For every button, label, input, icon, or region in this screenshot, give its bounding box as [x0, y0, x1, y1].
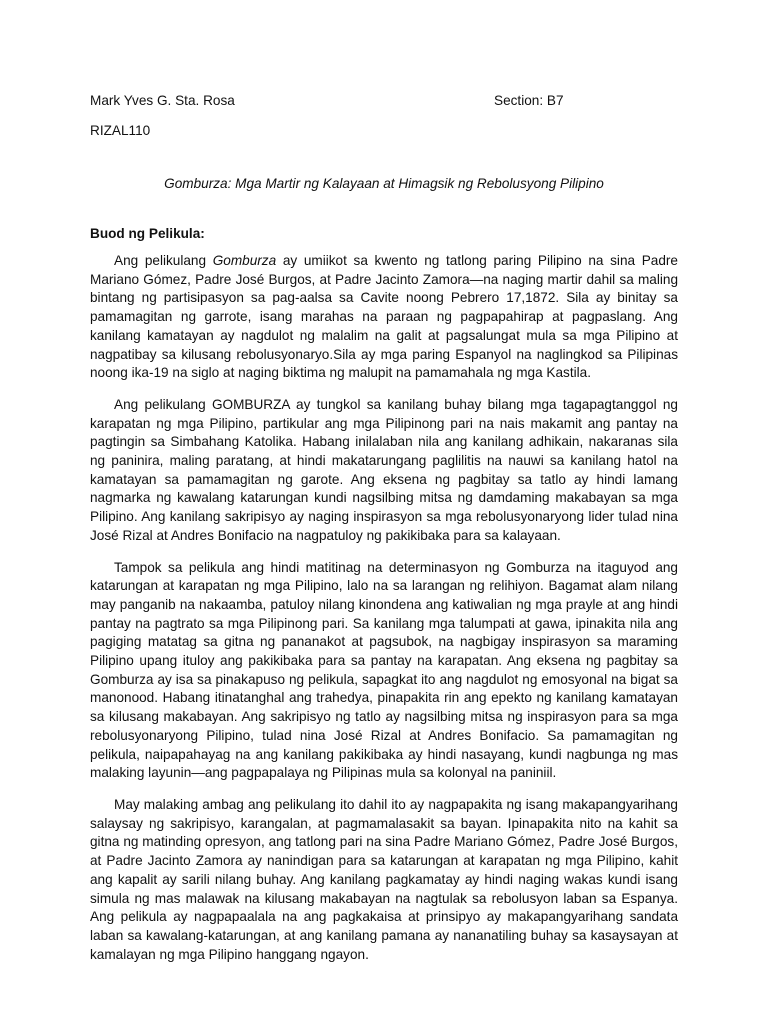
paragraph-1-body: ay umiikot sa kwento ng tatlong paring Pilipino na sina Padre Mariano Gómez, Padre José Burgos, at Padre Jacinto Zamora—na naging martir dahil sa maling bintang ng partisipasyon sa pag-aalsa sa Cavite noong Pebrero 17,1872. Sila ay binitay sa pamamagitan ng garrote, isang marahas na paraan ng pagpapahirap at pagpaslang. Ang kanilang kamatayan ay nagdulot ng malalim na galit at pagsalungat mula sa mga Pilipino at nagpatibay sa kilusang rebolusyonaryo.Sila ay mga paring Espanyol na naglingkod sa Pilipinas noong ika-19 na siglo at naging biktima ng malupit na pamamahala ng mga Kastila. — [90, 253, 678, 381]
paragraph-1-lead: Ang pelikulang — [114, 253, 213, 268]
author-name: Mark Yves G. Sta. Rosa — [90, 93, 235, 108]
header-row — [90, 90, 678, 112]
paragraph-4: May malaking ambag ang pelikulang ito dahil ito ay nagpapakita ng isang makapangyarihang salaysay ng sakripisyo, karangalan, at pagmamalasakit sa bayan. Ipinapakita nito na kahit sa gitna ng matinding opresyon, ang tatlong pari na sina Padre Mariano Gómez, Padre José Burgos, at Padre Jacinto Zamora ay nanindigan para sa katarungan at karapatan ng mga Pilipino, kahit ang kapalit ay sarili nilang buhay. Ang kanilang pagkamatay ay hindi naging wakas kundi isang simula ng mas malawak na kilusang makabayan na nagtulak sa rebolusyon laban sa Espanya. Ang pelikula ay nagpapaalala na ang pagkakaisa at prinsipyo ay makapangyarihang sandata laban sa kawalang-katarungan, at ang kanilang pamana ay nananatiling buhay sa kasaysayan at kamalayan ng mga Pilipino hanggang ngayon. — [90, 796, 678, 962]
film-title-italic: Gomburza — [212, 253, 277, 268]
document-title: Gomburza: Mga Martir ng Kalayaan at Himagsik ng Rebolusyong Pilipino — [164, 176, 604, 191]
paragraph-2: Ang pelikulang GOMBURZA ay tungkol sa kanilang buhay bilang mga tagapagtanggol ng karapatan ng mga Pilipino, partikular ang mga Pilipinong pari na nais makamit ang pantay na pagtingin sa Simbahang Katolika. Habang inilalaban nila ang kanilang adhikain, nakaranas sila ng paninira, maling paratang, at hindi makatarungang paglilitis na nauwi sa kanilang hatol na kamatayan sa pamamagitan ng garote. Ang eksena ng pagbitay sa tatlo ay hindi lamang nagmarka ng kawalang katarungan kundi nagsilbing mitsa ng damdaming makabayan sa mga Pilipino. Ang kanilang sakripisyo ay naging inspirasyon sa mga rebolusyonaryong lider tulad nina José Rizal at Andres Bonifacio na nagpatuloy ng pakikibaka para sa kalayaan. — [90, 396, 678, 543]
section-label: Section: B7 — [494, 93, 564, 108]
course-code: RIZAL110 — [90, 123, 151, 138]
document-page — [90, 90, 678, 964]
paragraph-3: Tampok sa pelikula ang hindi matitinag na determinasyon ng Gomburza na itaguyod ang katarungan at karapatan ng mga Pilipino, lalo na sa larangan ng relihiyon. Bagamat alam nilang may panganib na nakaamba, patuloy nilang kinondena ang katiwalian ng mga prayle at ang hindi pantay na pagtrato sa mga Pilipinong pari. Sa kanilang mga talumpati at gawa, ipinakita nila ang pagiging matatag sa gitna ng pananakot at pagsubok, na nagbigay inspirasyon sa maraming Pilipino upang ituloy ang pakikibaka para sa pantay na karapatan. Ang eksena ng pagbitay sa Gomburza ay isa sa pinakapuso ng pelikula, sapagkat ito ang nagdulot ng emosyonal na bigat sa manonood. Habang itinatanghal ang trahedya, pinapakita rin ang epekto ng kanilang kamatayan sa kilusang makabayan. Ang sakripisyo ng tatlo ay nagsilbing mitsa ng inspirasyon para sa mga rebolusyonaryong Pilipino, tulad nina José Rizal at Andres Bonifacio. Sa pamamagitan ng pelikula, naipapahayag na ang kanilang pakikibaka ay hindi nasayang, kundi nagbunga ng mas malaking layunin—ang pagpapalaya ng Pilipinas mula sa kolonyal na paniniil. — [90, 559, 678, 781]
section-heading: Buod ng Pelikula: — [90, 226, 205, 241]
paragraph-1 — [90, 252, 678, 383]
